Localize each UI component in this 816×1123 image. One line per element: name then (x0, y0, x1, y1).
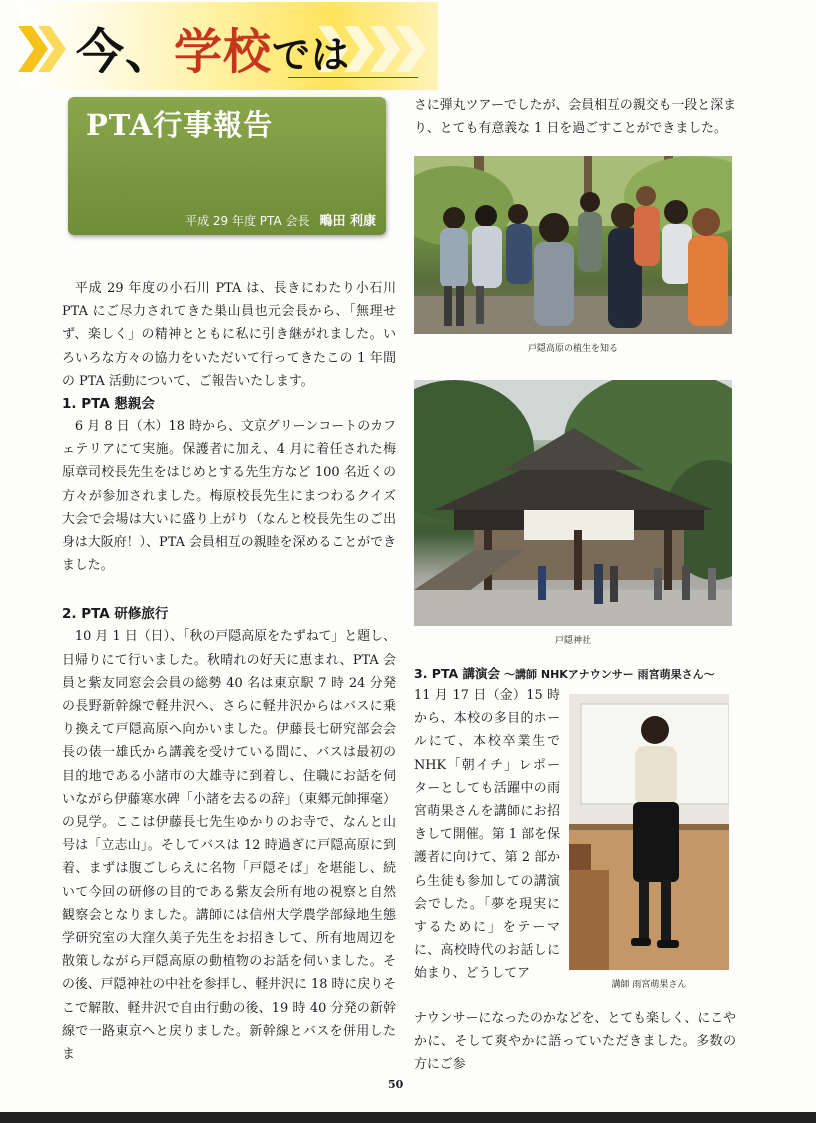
report-author (185, 210, 376, 229)
bottom-edge (0, 1112, 816, 1123)
shrine-illustration (414, 380, 732, 626)
author-role: 平成 29 年度 PTA 会長 (185, 214, 310, 228)
header-suffix: では (272, 33, 351, 77)
section-heading-trip: 2. PTA 研修旅行 (62, 606, 169, 623)
section-gap (62, 577, 396, 603)
lecture-subheading: ～講師 NHKアナウンサー 雨宮萌果さん～ (504, 668, 715, 681)
report-title: PTA行事報告 (86, 108, 274, 142)
lecture-heading: 3. PTA 講演会 (414, 666, 501, 681)
nature-walk-illustration (414, 156, 732, 334)
page-number: 50 (388, 1078, 404, 1091)
caption-nature-walk: 戸隠高原の植生を知る (527, 344, 618, 354)
author-name: 鴫田 利康 (319, 214, 376, 229)
photo-lecturer (569, 694, 729, 970)
chevron-decoration-left (18, 26, 70, 72)
report-title-box (68, 97, 386, 235)
intro-paragraph: 平成 29 年度の小石川 PTA は、長きにわたり小石川 PTA にご尽力されてきた巣山員也元会長から、「無理せず、楽しく」の精神とともに私に引き継がれました。いろいろな方々の協力をいただいて行ってきたこの 1 年間の PTA 活動について、ご報告いたします。 (62, 281, 396, 389)
header-highlight: 学校 (174, 24, 273, 80)
lecture-body-wide: ナウンサーになったのかなどを、とても楽しく、にこやかに、そして爽やかに語っていただきました。多数の方にご参 (414, 1011, 737, 1073)
caption-lecturer: 講師 雨宮萌果さん (611, 980, 687, 990)
article-left-column (62, 277, 396, 1066)
photo-togakushi-shrine (414, 380, 732, 626)
header-prefix: 今、 (76, 24, 175, 80)
header-title (76, 22, 350, 85)
photo-nature-walk (414, 156, 732, 334)
section-heading-social: 1. PTA 懇親会 (62, 396, 155, 413)
lecturer-illustration (569, 694, 729, 970)
section-body-trip: 10 月 1 日（日）、「秋の戸隠高原をたずねて」と題し、日帰りにて行いました。秋晴れの好天に恵まれ、PTA 会員と紫友同窓会会員の総勢 40 名は東京駅 7 時 24 分発の長野新幹線で軽井沢へ、さらに軽井沢からはバスに乗り換えて戸隠高原へ向かいました。伊藤長七研究部会会長の俵一雄氏から講義を受けている間に、バスは最初の目的地である小諸市の大雄寺に到着し、住職にお話を伺いながら伊藤寒水碑「小諸を去るの辞」（東郷元帥揮毫）の見学。ここは伊藤長七先生ゆかりのお寺で、なんと山号は「立志山」。そしてバスは 12 時過ぎに戸隠高原に到着、まずは腹ごしらえに名物「戸隠そば」を堪能し、続いて今回の研修の目的である紫友会所有地の視察と自然観察会となりました。講師には信州大学農学部緑地生態学研究室の大窪久美子先生をお招きして、所有地周辺を散策しながら戸隠高原の動植物のお話を伺いました。その後、戸隠神社の中社を参拝し、軽井沢に 18 時に戻りそこで解散、軽井沢で自由行動の後、19 時 40 分発の新幹線で一路東京へと戻りました。新幹線とバスを併用したま (62, 629, 396, 1063)
caption-togakushi-shrine: 戸隠神社 (554, 636, 591, 646)
lecture-body-narrow: 11 月 17 日（金）15 時から、本校の多目的ホールにて、本校卒業生で NHK「朝イチ」レポーターとしても活躍中の雨宮萌果さんを講師にお招きして開催。第 1 部を保護者に向けて、第 2 部から生徒も参加しての講演会でした。「夢を現実にするために」をテーマに、高校時代のお話しに始まり、どうしてア (414, 688, 560, 982)
section-body-social: 6 月 8 日（木）18 時から、文京グリーンコートのカフェテリアにて実施。保護者に加え、4 月に着任された梅原章司校長先生をはじめとする先生方など 100 名近くの方々が参加されました。梅原校長先生にまつわるクイズ大会で会場は大いに盛り上がり（なんと校長先生のご出身は大阪府！）、PTA 会員相互の親睦を深めることができました。 (62, 419, 396, 574)
section-heading-lecture (414, 664, 744, 682)
continued-paragraph: さに弾丸ツアーでしたが、会員相互の親交も一段と深まり、とても有意義な 1 日を過ごすことができました。 (414, 98, 736, 137)
header-rule (288, 77, 418, 78)
